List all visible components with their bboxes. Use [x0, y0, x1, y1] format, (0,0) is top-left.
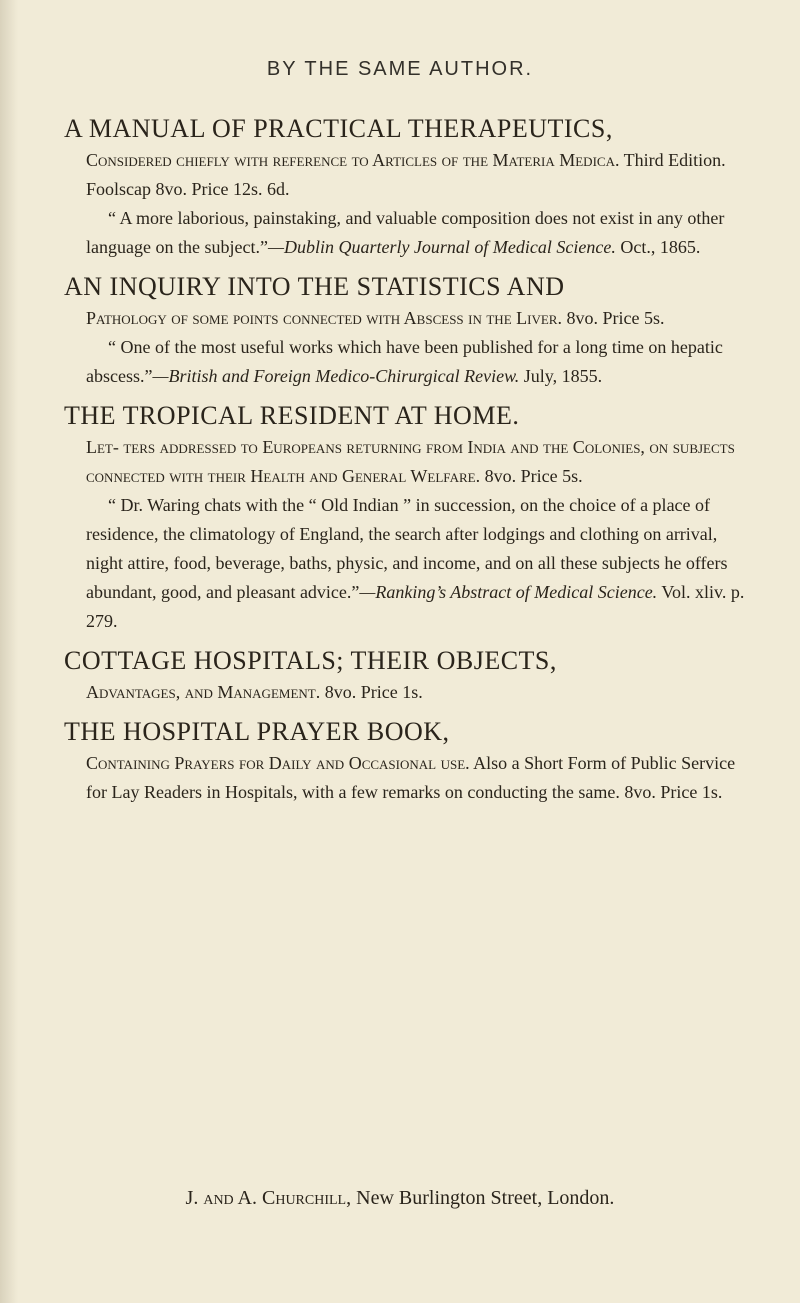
- book-title: COTTAGE HOSPITALS; THEIR OBJECTS,: [64, 646, 557, 675]
- book-description: [64, 433, 750, 491]
- book-title: A MANUAL OF PRACTICAL THERAPEUTICS,: [64, 114, 613, 143]
- quote-date: Vol. xliv. p. 279.: [86, 582, 745, 631]
- quote-date: Oct., 1865.: [620, 237, 701, 257]
- review-quote: [64, 204, 750, 262]
- book-description: [64, 304, 750, 333]
- quote-text: “ Dr. Waring chats with the “ Old Indian ” in succession, on the choice of a place of residence, the climatology of England, the search after lodgings and clothing on arrival, night attire, food, beverage, baths, physic, and income, and on all these subjects he offers abundant, good, and pleasant advice.”: [86, 495, 728, 602]
- book-description: [64, 749, 750, 807]
- book-entry-therapeutics: [64, 112, 750, 262]
- book-description: [64, 146, 750, 204]
- page-edge-shadow: [0, 0, 18, 1303]
- quote-source: —Dublin Quarterly Journal of Medical Science.: [267, 237, 616, 257]
- book-list: [64, 112, 750, 815]
- book-entry-tropical-resident: [64, 399, 750, 636]
- book-subtitle: Considered chiefly with reference to Articles of the Materia Medica.: [86, 150, 620, 170]
- book-entry-statistics: [64, 270, 750, 391]
- quote-text: “ A more laborious, painstaking, and valuable composition does not exist in any other language on the subject.”: [86, 208, 725, 257]
- book-title: THE HOSPITAL PRAYER BOOK,: [64, 717, 450, 746]
- book-details: 8vo. Price 5s.: [484, 466, 583, 486]
- publisher-address: New Burlington Street, London.: [356, 1187, 615, 1209]
- book-title: AN INQUIRY INTO THE STATISTICS AND: [64, 272, 565, 301]
- review-quote: [64, 491, 750, 636]
- page-header: BY THE SAME AUTHOR.: [266, 58, 534, 80]
- book-subtitle: Advantages, and Management.: [86, 682, 321, 702]
- book-entry-prayer-book: [64, 715, 750, 807]
- publisher-name: J. and A. Churchill,: [185, 1187, 352, 1209]
- book-details: Also a Short Form of Public Service for Lay Readers in Hospitals, with a few remarks on conducting the same. 8vo. Price 1s.: [86, 753, 736, 802]
- book-entry-cottage-hospitals: [64, 644, 750, 707]
- book-details: 8vo. Price 5s.: [566, 308, 665, 328]
- book-details: Third Edition. Foolscap 8vo. Price 12s. 6d.: [86, 150, 726, 199]
- book-subtitle: Pathology of some points connected with Abscess in the Liver.: [86, 308, 562, 328]
- review-quote: [64, 333, 750, 391]
- book-subtitle: Let- ters addressed to Europeans returning from India and the Colonies, on subjects connected with their Health and General Welfare.: [86, 437, 735, 486]
- book-title: THE TROPICAL RESIDENT AT HOME.: [64, 401, 520, 430]
- book-subtitle: Containing Prayers for Daily and Occasional use.: [86, 753, 470, 773]
- book-details: 8vo. Price 1s.: [324, 682, 423, 702]
- quote-source: —British and Foreign Medico-Chirurgical Review.: [152, 366, 520, 386]
- quote-date: July, 1855.: [523, 366, 603, 386]
- quote-source: —Ranking’s Abstract of Medical Science.: [359, 582, 658, 602]
- quote-text: “ One of the most useful works which have been published for a long time on hepatic abscess.”: [86, 337, 723, 386]
- publisher-imprint: [0, 1187, 800, 1210]
- book-description: [64, 678, 750, 707]
